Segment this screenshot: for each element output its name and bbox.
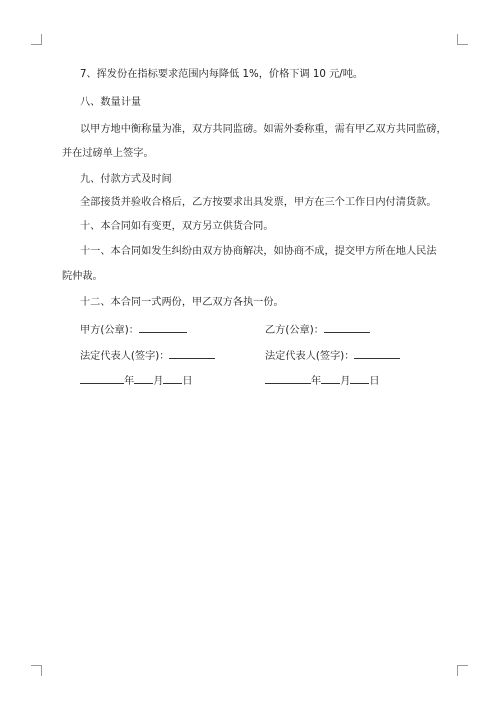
clause-12: 十二、本合同一式两份，甲乙双方各执一份。 <box>80 297 284 308</box>
party-b-seal <box>265 322 370 338</box>
rep-a-blank[interactable] <box>169 348 215 359</box>
party-b-label: 乙方(公章)： <box>265 325 324 336</box>
party-a-blank[interactable] <box>139 322 187 333</box>
rep-b-blank[interactable] <box>354 348 400 359</box>
clause-8-line-1: 以甲方地中衡称量为准，双方共同监磅。如需外委称重，需有甲乙双方共同监磅， <box>80 124 447 135</box>
heading-quantity: 八、数量计量 <box>80 97 142 108</box>
date-b-day-label: 日 <box>369 376 380 387</box>
party-a-representative <box>80 348 215 364</box>
date-a-month-blank[interactable] <box>134 373 153 384</box>
party-b-date <box>265 373 380 389</box>
date-a-day-label: 日 <box>182 376 193 387</box>
rep-b-label: 法定代表人(签字)： <box>265 351 355 362</box>
date-b-year-label: 年 <box>311 376 322 387</box>
date-b-day-blank[interactable] <box>350 373 369 384</box>
party-a-label: 甲方(公章)： <box>80 325 139 336</box>
date-a-year-blank[interactable] <box>80 373 124 384</box>
clause-9: 全部接货并验收合格后，乙方按要求出具发票，甲方在三个工作日内付清货款。 <box>80 197 437 208</box>
clause-7: 7、挥发份在指标要求范围内每降低 1%，价格下调 10 元/吨。 <box>80 69 364 80</box>
crop-mark-top-left <box>31 34 42 45</box>
date-a-day-blank[interactable] <box>163 373 182 384</box>
heading-payment: 九、付款方式及时间 <box>80 174 172 185</box>
date-b-year-blank[interactable] <box>265 373 311 384</box>
clause-10: 十、本合同如有变更，双方另立供货合同。 <box>80 221 274 232</box>
clause-11-line-1: 十一、本合同如发生纠纷由双方协商解决，如协商不成，提交甲方所在地人民法 <box>80 246 437 257</box>
party-a-date <box>80 373 193 389</box>
date-b-month-label: 月 <box>340 376 351 387</box>
clause-8-line-2: 并在过磅单上签字。 <box>62 148 154 159</box>
date-a-month-label: 月 <box>153 376 164 387</box>
rep-a-label: 法定代表人(签字)： <box>80 351 170 362</box>
party-b-blank[interactable] <box>324 322 370 333</box>
crop-mark-top-right <box>457 34 468 45</box>
crop-mark-bottom-left <box>31 665 42 676</box>
party-a-seal <box>80 322 187 338</box>
date-b-month-blank[interactable] <box>321 373 340 384</box>
party-b-representative <box>265 348 400 364</box>
crop-mark-bottom-right <box>457 665 468 676</box>
clause-11-line-2: 院仲裁。 <box>62 271 103 282</box>
date-a-year-label: 年 <box>124 376 135 387</box>
